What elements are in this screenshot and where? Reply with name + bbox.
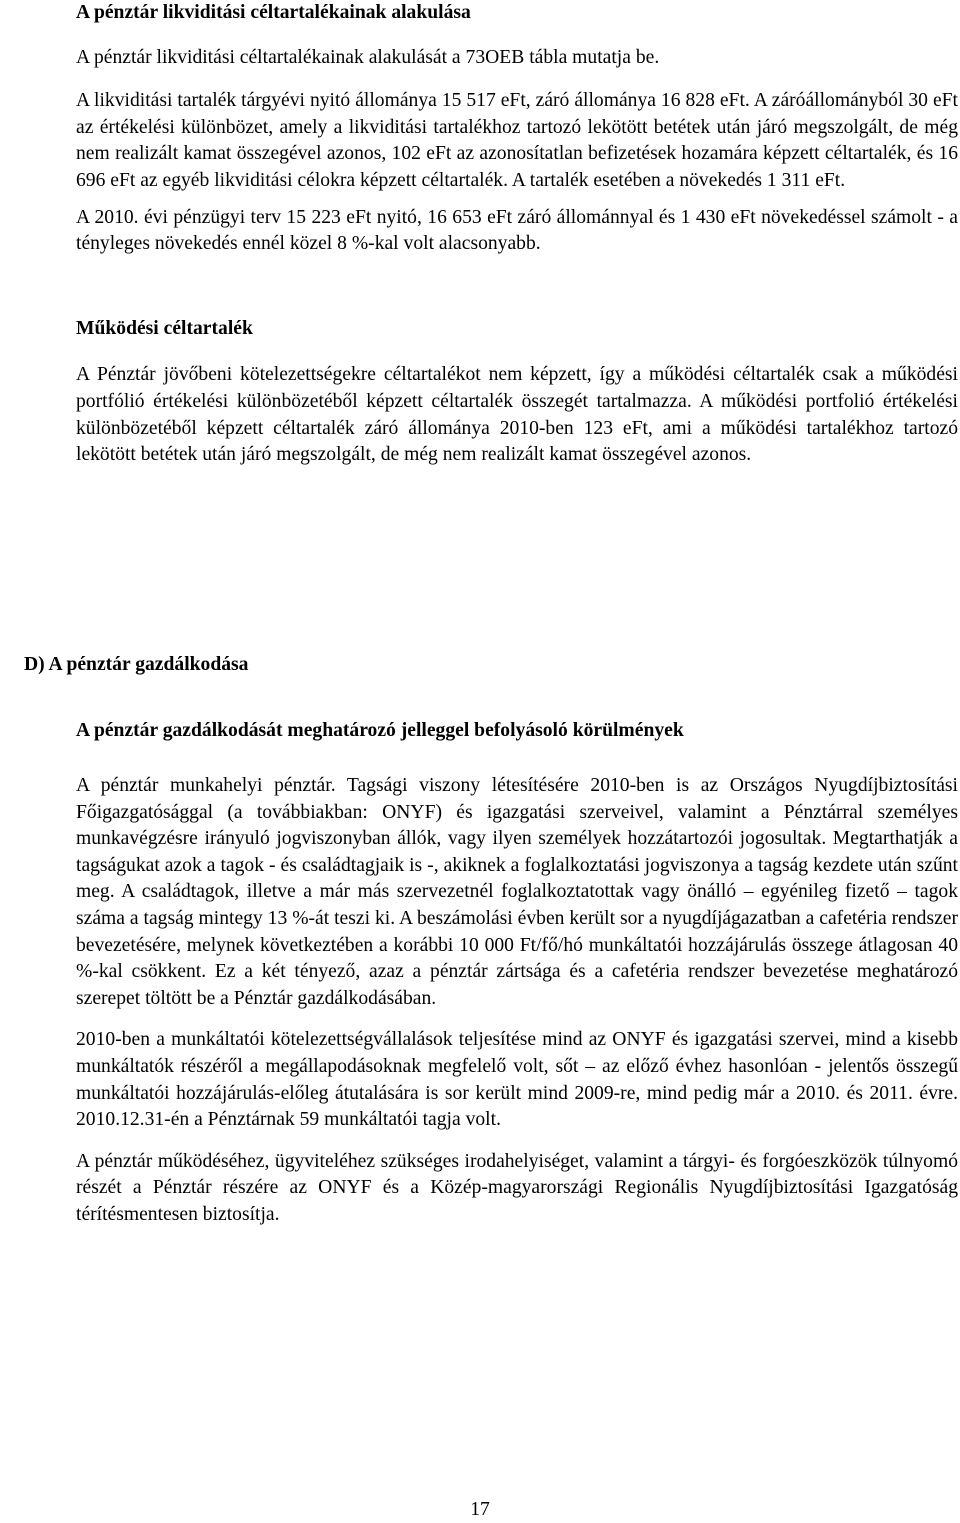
workplace-fund-paragraph: A pénztár munkahelyi pénztár. Tagsági viszony létesítésére 2010-ben is az Országos Nyugdíjbiztosítási Főigazgatósággal (a továbbiakban: ONYF) és igazgatási szerveivel, valamint a Pénztárral személyes munkavégzésre irányuló jogviszonyban állók, vagy ilyen személyek hozzátartozói jogosultak. Megtarthatják a tagságukat azok a tagok - és családtagjaik is -, akiknek a foglalkoztatási jogviszonya a tagság kezdete után szűnt meg. A családtagok, illetve a már más szervezetnél foglalkoztatottak vagy önálló – egyénileg fizető – tagok száma a tagság mintegy 13 %-át teszi ki. A beszámolási évben került sor a nyugdíjágazatban a cafetéria rendszer bevezetésére, melynek következtében a korábbi 10 000 Ft/fő/hó munkáltatói hozzájárulás összege átlagosan 40 %-kal csökkent. Ez a két tényező, azaz a pénztár zártsága és a cafetéria rendszer bevezetése meghatározó szerepet töltött be a Pénztár gazdálkodásában.: [76, 775, 958, 1009]
operating-reserve-heading: Működési céltartalék: [76, 317, 253, 339]
fund-management-heading: D) A pénztár gazdálkodása: [24, 654, 249, 675]
fund-management-subheading: A pénztár gazdálkodását meghatározó jelleggel befolyásoló körülmények: [76, 720, 684, 741]
operating-reserve-paragraph: A Pénztár jövőbeni kötelezettségekre céltartalékot nem képzett, így a működési céltartalék csak a működési portfólió értékelési különbözetéből képzett céltartalék összegét tartalmazza. A működési portfolió értékelési különbözetéből képzett céltartalék záró állománya 2010-ben 123 eFt, ami a működési tartalékhoz tartozó lekötött betétek után járó megszolgált, de még nem realizált kamat összegével azonos.: [76, 364, 958, 466]
liquidity-reserve-heading: A pénztár likviditási céltartalékainak alakulása: [76, 2, 471, 23]
fund-management-body: [76, 773, 958, 1229]
document-page: [24, 0, 958, 1225]
liquidity-reserve-paragraph: A likviditási tartalék tárgyévi nyitó állománya 15 517 eFt, záró állománya 16 828 eFt. A záróállományból 30 eFt az értékelési különbözet, amely a likviditási tartalékhoz tartozó lekötött betétek után járó megszolgált, de még nem realizált kamat összegével azonos, 102 eFt az azonosítatlan befizetések hozamára képzett céltartalék, és 16 696 eFt az egyéb likviditási célokra képzett céltartalék. A tartalék esetében a növekedés 1 311 eFt.: [76, 90, 958, 191]
financial-plan-paragraph: A 2010. évi pénzügyi terv 15 223 eFt nyitó, 16 653 eFt záró állománnyal és 1 430 eFt növekedéssel számolt - a tényleges növekedés ennél közel 8 %-kal volt alacsonyabb.: [76, 206, 958, 255]
employer-commitments-paragraph: 2010-ben a munkáltatói kötelezettségvállalások teljesítése mind az ONYF és igazgatási szervei, mind a kisebb munkáltatók részéről a megállapodásoknak megfelelő volt, sőt – az előző évhez hasonlóan - jelentős összegű munkáltatói hozzájárulás-előleg átutalására is sor került mind 2009-re, mind pedig már a 2010. és 2011. évre. 2010.12.31-én a Pénztárnak 59 munkáltatói tagja volt.: [76, 1029, 958, 1131]
office-assets-paragraph: A pénztár működéséhez, ügyviteléhez szükséges irodahelyiséget, valamint a tárgyi- és forgóeszközök túlnyomó részét a Pénztár részére az ONYF és a Közép-magyarországi Regionális Nyugdíjbiztosítási Igazgatóság térítésmentesen biztosítja.: [76, 1150, 958, 1225]
page-number: 17: [470, 1499, 490, 1520]
liquidity-intro-paragraph: A pénztár likviditási céltartalékainak alakulását a 73OEB tábla mutatja be.: [76, 46, 660, 68]
